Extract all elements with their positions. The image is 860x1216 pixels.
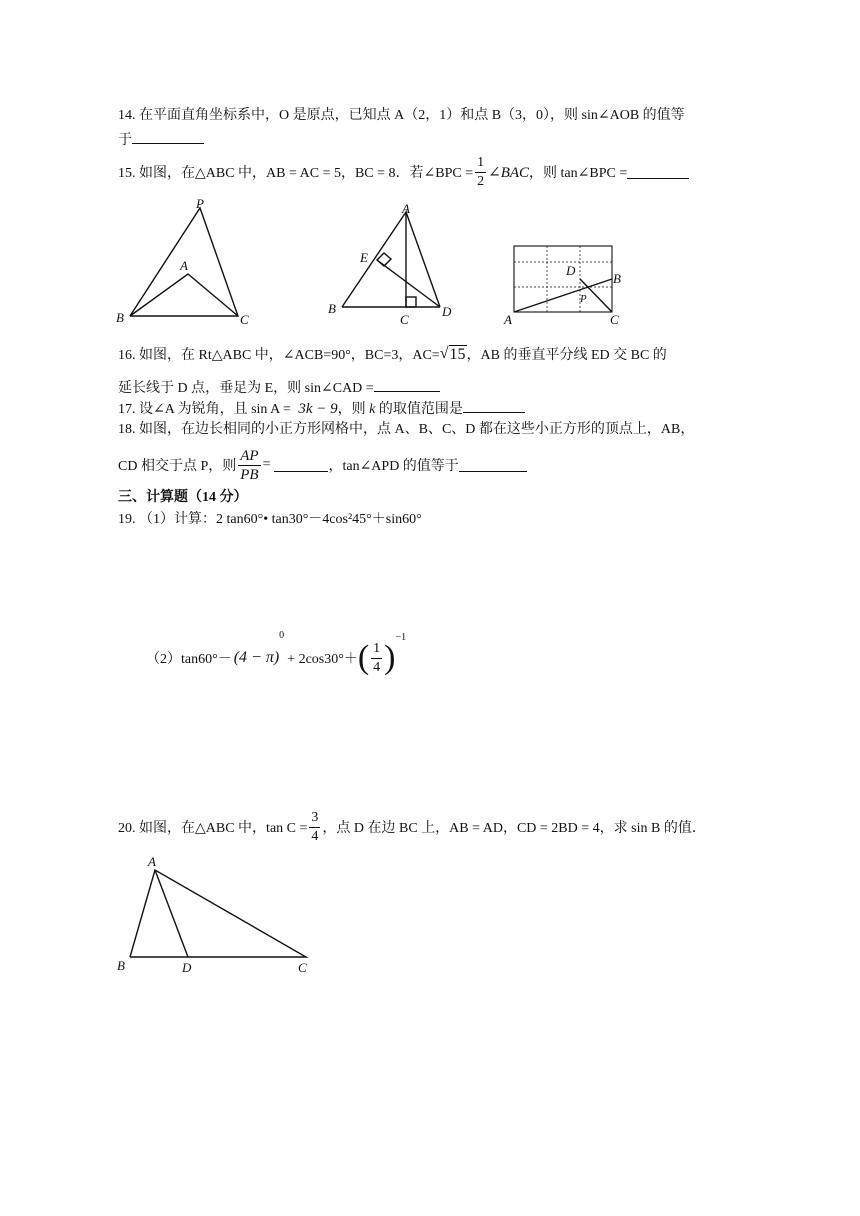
figure-q20: [110, 850, 320, 976]
q20-frac-num: 3: [309, 809, 320, 828]
q18-answer-blank-2: [459, 458, 527, 472]
q19-part2-b: + 2cos30°＋: [287, 652, 358, 667]
fig-q20-label-d: D: [182, 960, 192, 975]
q17-prefix: 17. 设∠A 为锐角，且 sin A =: [118, 402, 291, 417]
fig-q16-right-angle-c: [406, 297, 416, 307]
q16-answer-blank: [374, 378, 440, 392]
q19-part2: [146, 632, 406, 684]
figure-q15: [110, 196, 260, 328]
q15-frac-num: 1: [475, 154, 486, 173]
figure-q16: [322, 200, 462, 328]
fig-q15-label-c: C: [240, 312, 249, 327]
fig-q15-label-p: P: [196, 196, 204, 211]
fig-q18-label-d: D: [566, 263, 576, 278]
fig-q16-ed: [377, 260, 440, 307]
q18-line2-c: ，tan∠APD 的值等于: [328, 459, 459, 474]
q19-part2-exp: −1: [395, 632, 407, 643]
q18-line1: 18. 如图，在边长相同的小正方形网格中，点 A、B、C、D 都在这些小正方形的顶点上，AB，: [118, 422, 695, 437]
q18-line2-a: CD 相交于点 P，则: [118, 459, 237, 474]
fig-q16-right-angle-e: [377, 253, 391, 266]
fig-q20-line-ad: [155, 870, 188, 957]
fig-q16-triangle: [342, 212, 406, 307]
fig-q15-label-b: B: [116, 310, 124, 325]
q19-part2-paren: (4 − π): [233, 649, 280, 666]
q17-suffix: 的取值范围是: [378, 402, 463, 417]
q16-sqrt: [440, 345, 467, 363]
section3-title: 三、计算题（14 分）: [118, 490, 248, 505]
q20-frac-den: 4: [311, 828, 319, 844]
q15-line: [118, 150, 689, 194]
q18-frac-den: PB: [240, 466, 259, 483]
q20-suffix: ，点 D 在边 BC 上，AB = AD，CD = 2BD = 4，求 sin B 的值．: [322, 821, 706, 836]
q15-angle: ∠BAC: [488, 164, 530, 181]
fig-q20-triangle-abc: [130, 870, 306, 957]
q19-part2-frac-num: 1: [371, 640, 382, 659]
q20-prefix: 20. 如图，在△ABC 中，tan C =: [118, 821, 308, 836]
sqrt-symbol-icon: √: [439, 345, 449, 362]
q17-line: [118, 399, 525, 420]
q16-line1: [118, 342, 667, 366]
q16-line1-b: ，AB 的垂直平分线 ED 交 BC 的: [466, 348, 667, 363]
q14-line2: [118, 130, 204, 151]
q19-part2-fraction: [371, 640, 382, 677]
fig-q20-label-a: A: [148, 854, 156, 869]
q18-answer-blank-1: [274, 458, 328, 472]
fig-q18-label-c: C: [610, 312, 619, 327]
q19-part2-a: （2）tan60°－: [146, 652, 232, 667]
fig-q18-grid-border: [514, 246, 612, 312]
q19-part1: 19. （1）计算：2 tan60°• tan30°－4cos²45°＋sin60°: [118, 512, 422, 527]
fig-q16-ad: [406, 212, 440, 307]
q17-answer-blank: [463, 399, 525, 413]
q16-line2-text: 延长线于 D 点，垂足为 E，则 sin∠CAD =: [118, 381, 374, 396]
fig-q15-label-a: A: [180, 258, 188, 273]
fig-q18-label-p: P: [580, 293, 587, 305]
q15-answer-blank: [627, 165, 689, 179]
fig-q16-label-e: E: [360, 250, 368, 265]
q18-line2: [118, 442, 527, 488]
q15-frac-den: 2: [477, 173, 485, 189]
fig-q16-label-d: D: [442, 304, 452, 319]
fig-q18-grid-lines: [514, 246, 612, 312]
q18-frac-num: AP: [240, 447, 259, 464]
q14-line2-text: 于: [118, 133, 132, 148]
q17-expr: 3k − 9: [298, 401, 338, 417]
fig-q15-triangle-abc: [130, 274, 238, 316]
q15-fraction: [475, 154, 486, 191]
q16-sqrt-value: 15: [449, 346, 466, 363]
q17-middle: ，则: [337, 402, 366, 417]
fig-q18-label-b: B: [613, 271, 621, 286]
q18-fraction: [238, 447, 260, 484]
fig-q20-label-c: C: [298, 960, 307, 975]
q19-part2-frac-den: 4: [373, 659, 381, 675]
q19-part2-exp0: 0: [279, 630, 285, 641]
q17-var: k: [369, 402, 376, 417]
q20-fraction: [309, 809, 320, 846]
fig-q18-label-a: A: [504, 312, 512, 327]
q16-line1-a: 16. 如图，在 Rt△ABC 中，∠ACB=90°，BC=3，AC=: [118, 348, 440, 363]
q20-line: [118, 804, 706, 850]
fig-q16-label-a: A: [402, 201, 410, 216]
q14-answer-blank: [132, 130, 204, 144]
q18-equals: =: [262, 457, 271, 472]
q14-line1: 14. 在平面直角坐标系中，O 是原点，已知点 A（2，1）和点 B（3，0），则 sin∠AOB 的值等: [118, 108, 685, 123]
q15-prefix: 15. 如图，在△ABC 中，AB = AC = 5，BC = 8．若∠BPC =: [118, 166, 474, 181]
fig-q16-label-c: C: [400, 312, 409, 327]
right-paren-icon: ): [384, 639, 396, 676]
q16-line2: [118, 378, 440, 399]
fig-q20-label-b: B: [117, 958, 125, 973]
left-paren-icon: (: [357, 639, 370, 676]
figure-q18: [500, 238, 640, 330]
fig-q16-label-b: B: [328, 301, 336, 316]
fig-q18-line-ab: [514, 279, 612, 312]
q15-suffix: ，则 tan∠BPC =: [529, 166, 628, 181]
